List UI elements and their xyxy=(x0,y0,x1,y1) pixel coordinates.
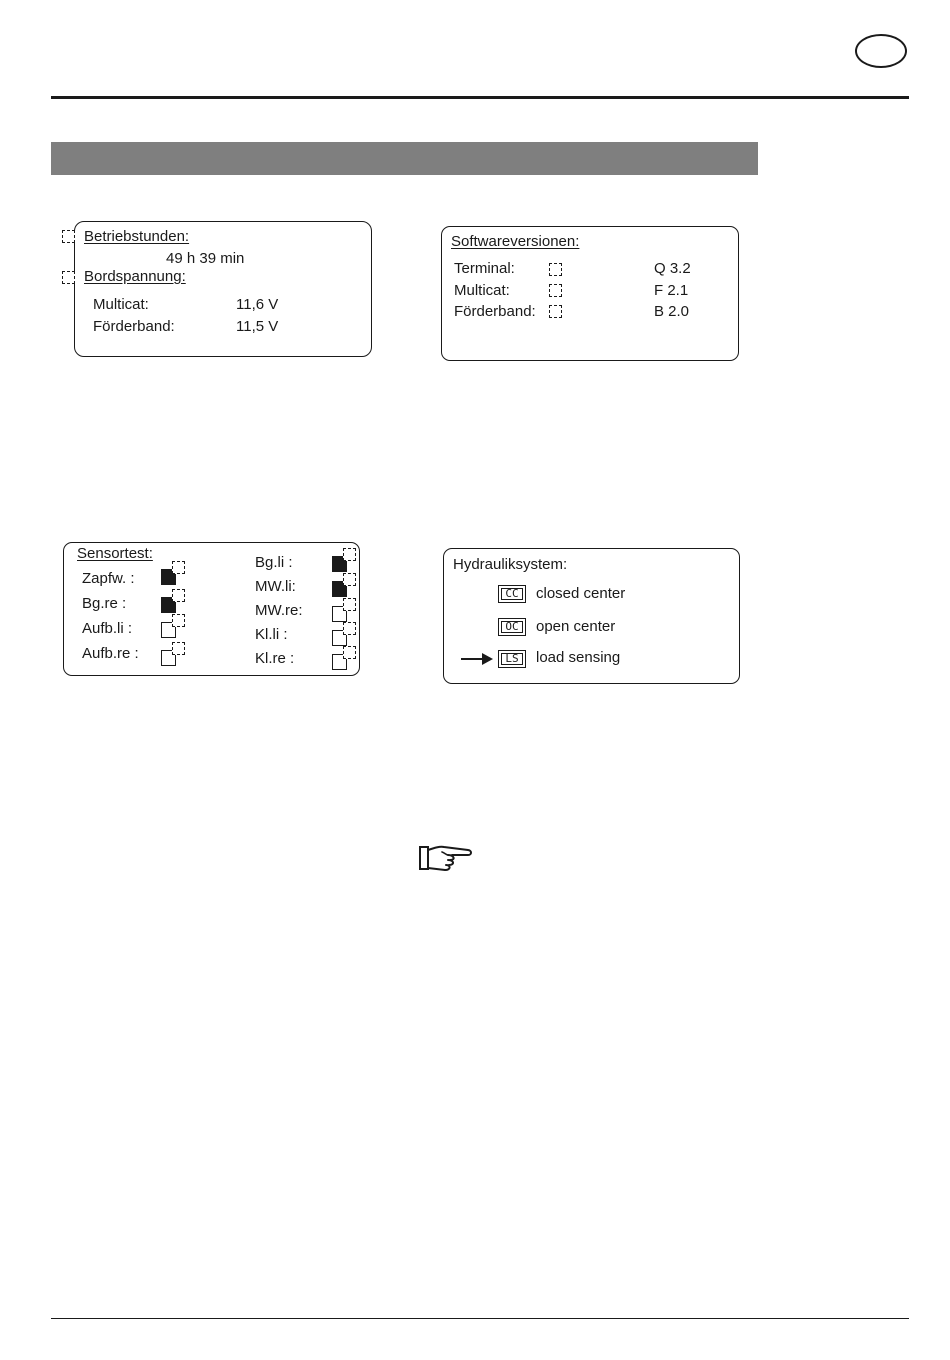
mode-code-box xyxy=(498,618,526,636)
mode-code: OC xyxy=(505,620,519,633)
selection-marker xyxy=(549,284,562,297)
software-title: Softwareversionen: xyxy=(451,233,580,250)
selection-marker xyxy=(549,263,562,276)
voltage-title: Bordspannung: xyxy=(84,268,186,285)
sensor-indicator xyxy=(161,561,189,587)
arrow-right-icon xyxy=(460,650,494,668)
sensor-label: MW.li: xyxy=(255,578,296,595)
mode-label: open center xyxy=(536,618,616,635)
sensor-label: Aufb.re : xyxy=(82,645,139,662)
sensor-label: Kl.li : xyxy=(255,626,288,643)
voltage-label: Förderband: xyxy=(93,318,175,335)
voltage-value: 11,6 V xyxy=(236,296,279,313)
sensor-indicator xyxy=(332,646,360,672)
software-version: B 2.0 xyxy=(654,303,690,320)
software-version: F 2.1 xyxy=(654,282,689,299)
voltage-value: 11,5 V xyxy=(236,318,279,335)
sensor-label: MW.re: xyxy=(255,602,303,619)
sensor-indicator xyxy=(332,548,360,574)
section-heading-bar xyxy=(51,142,758,175)
sensor-indicator xyxy=(161,589,189,615)
mode-code-box xyxy=(498,650,526,668)
software-label: Multicat: xyxy=(454,282,510,299)
selection-marker xyxy=(549,305,562,318)
voltage-label: Multicat: xyxy=(93,296,149,313)
sensor-indicator xyxy=(332,622,360,648)
sensor-label: Zapfw. : xyxy=(82,570,135,587)
selection-marker xyxy=(62,271,75,284)
sensor-indicator xyxy=(332,598,360,624)
operating-hours-value: 49 h 39 min xyxy=(166,250,245,267)
software-label: Förderband: xyxy=(454,303,536,320)
mode-code-box xyxy=(498,585,526,603)
header-rule xyxy=(51,96,909,99)
mode-label: closed center xyxy=(536,585,626,602)
mode-label: load sensing xyxy=(536,649,621,666)
software-label: Terminal: xyxy=(454,260,515,277)
operating-hours-title: Betriebstunden: xyxy=(84,228,190,245)
mode-code: LS xyxy=(505,652,519,665)
footer-rule xyxy=(51,1318,909,1319)
sensor-label: Bg.li : xyxy=(255,554,293,571)
sensor-indicator xyxy=(332,573,360,599)
pointing-hand-icon xyxy=(418,842,474,874)
language-badge xyxy=(855,34,907,68)
sensor-indicator xyxy=(161,614,189,640)
software-version: Q 3.2 xyxy=(654,260,691,277)
hydraulic-title: Hydrauliksystem: xyxy=(453,556,568,573)
sensor-label: Bg.re : xyxy=(82,595,127,612)
mode-code: CC xyxy=(505,587,519,600)
sensor-label: Aufb.li : xyxy=(82,620,133,637)
selection-marker xyxy=(62,230,75,243)
sensor-indicator xyxy=(161,642,189,668)
sensor-label: Kl.re : xyxy=(255,650,295,667)
sensor-test-title: Sensortest: xyxy=(77,545,153,562)
